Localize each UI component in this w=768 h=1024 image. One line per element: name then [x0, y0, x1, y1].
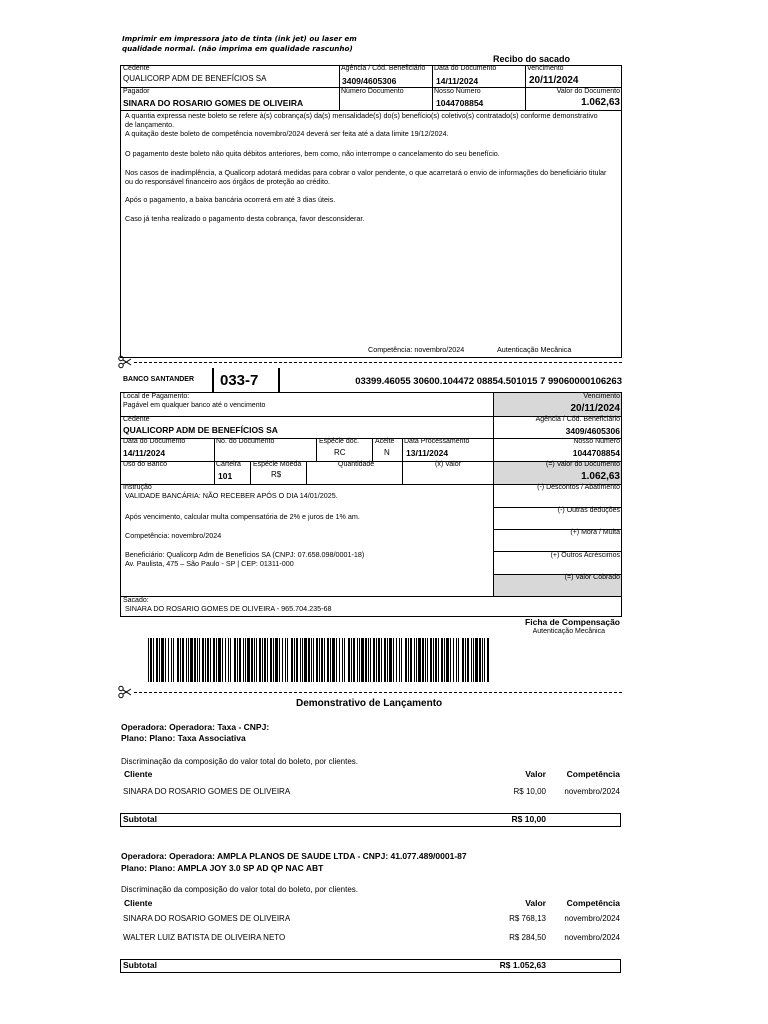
outros-acrescimos-label: (+) Outros Acréscimos [550, 552, 620, 559]
recibo-valor-doc-label: Valor do Documento [556, 88, 620, 95]
recibo-msg4a: Nos casos de inadimplência, a Qualicorp adotará medidas para cobrar o valor pendente, o que acarretará o envio de informações do beneficiário titular [125, 168, 607, 177]
banco-name: BANCO SANTANDER [123, 376, 195, 383]
ficha-vencimento-label: Vencimento [583, 393, 620, 400]
block1-col-cliente: Cliente [124, 769, 153, 779]
demonstrativo-title: Demonstrativo de Lançamento [296, 698, 443, 709]
recibo-cedente-label: Cedente [123, 65, 150, 72]
ficha-aceite-label: Aceite [375, 438, 395, 445]
ficha-uso-banco-label: Uso do Banco [123, 461, 167, 468]
sacado-value: SINARA DO ROSARIO GOMES DE OLIVEIRA - 965.704.235-68 [125, 604, 332, 613]
local-value: Pagável em qualquer banco até o vencimento [123, 402, 266, 409]
recibo-vencimento-label: Vencimento [527, 65, 564, 72]
table-row-cliente: WALTER LUIZ BATISTA DE OLIVEIRA NETO [123, 933, 286, 942]
recibo-msg3: O pagamento deste boleto não quita débitos anteriores, bem como, não interrompe o cancelamento do seu benefício. [125, 149, 500, 158]
recibo-vencimento-value: 20/11/2024 [529, 75, 579, 86]
ficha-aceite-value: N [384, 448, 390, 457]
recibo-msg6: Caso já tenha realizado o pagamento desta cobrança, favor desconsiderar. [125, 214, 365, 223]
block2-discriminacao: Discriminação da composição do valor total do boleto, por clientes. [121, 885, 359, 894]
cut-line [134, 692, 622, 693]
ficha-data-proc-value: 13/11/2024 [406, 448, 449, 458]
recibo-msg1b: de lançamento. [125, 120, 175, 129]
ficha-carteira-value: 101 [218, 471, 233, 481]
ficha-especie-moeda-label: Espécie Moeda [253, 461, 302, 468]
instrucao-line2: Após vencimento, calcular multa compensatória de 2% e juros de 1% am. [125, 512, 360, 521]
recibo-pagador-value: SINARA DO ROSARIO GOMES DE OLIVEIRA [123, 98, 304, 108]
local-label: Local de Pagamento: [123, 393, 190, 400]
block2-subtotal-label: Subtotal [123, 960, 157, 970]
table-row-competencia: novembro/2024 [564, 933, 620, 942]
ficha-agencia-label: Agência / Cód. Beneficiário [535, 416, 620, 423]
ficha-data-proc-label: Data Processamento [404, 438, 470, 445]
recibo-msg4b: ou do responsável financeiro aos órgãos de proteção ao crédito. [125, 177, 330, 186]
barcode [148, 638, 490, 682]
ficha-valor-doc-label: (=) Valor do Documento [546, 461, 620, 468]
ficha-nosso-numero-label: Nosso Número [573, 438, 620, 445]
block2-col-valor: Valor [525, 898, 546, 908]
ficha-quantidade-label: Quantidade [338, 461, 375, 468]
recibo-autenticacao: Autenticação Mecânica [497, 345, 572, 354]
table-row-cliente: SINARA DO ROSARIO GOMES DE OLIVEIRA [123, 787, 291, 796]
block2-plano: Plano: Plano: AMPLA JOY 3.0 SP AD QP NAC ABT [121, 863, 324, 873]
ficha-cedente-value: QUALICORP ADM DE BENEFÍCIOS SA [123, 425, 278, 435]
mora-label: (+) Mora / Multa [570, 529, 620, 536]
ficha-especie-doc-value: RC [334, 448, 346, 457]
block2-operadora: Operadora: Operadora: AMPLA PLANOS DE SAUDE LTDA - CNPJ: 41.077.489/0001-87 [121, 851, 467, 861]
sacado-label: Sacado: [123, 597, 149, 604]
table-row-valor: R$ 10,00 [513, 787, 546, 796]
ficha-compensacao-title: Ficha de Compensação [525, 617, 620, 627]
recibo-data-doc-label: Data do Documento [434, 65, 497, 72]
recibo-valor-doc-value: 1.062,63 [581, 97, 620, 108]
ficha-carteira-label: Carteira [216, 461, 241, 468]
instrucao-line5: Av. Paulista, 475 – São Paulo - SP | CEP: 01311-000 [125, 559, 294, 568]
outras-deducoes-label: (-) Outras deduções [557, 507, 620, 514]
block2-subtotal-value: R$ 1.052,63 [499, 960, 546, 970]
ficha-data-doc-value: 14/11/2024 [123, 448, 166, 458]
recibo-agencia-label: Agência / Cód. Beneficiário [341, 65, 426, 72]
instrucao-line3: Competência: novembro/2024 [125, 531, 222, 540]
instrucao-line4: Beneficiário: Qualicorp Adm de Benefícios SA (CNPJ: 07.658.098/0001-18) [125, 550, 365, 559]
instrucao-label: Instrução [123, 484, 152, 491]
recibo-nosso-numero-value: 1044708854 [436, 98, 484, 108]
block1-plano: Plano: Plano: Taxa Associativa [121, 733, 246, 743]
ficha-x-valor-label: (x) Valor [435, 461, 461, 468]
recibo-pagador-label: Pagador [123, 88, 150, 95]
recibo-box [120, 65, 622, 358]
block2-col-cliente: Cliente [124, 898, 153, 908]
ficha-especie-moeda-value: R$ [271, 470, 282, 479]
cut-line [134, 362, 622, 363]
banco-codigo: 033-7 [220, 372, 259, 389]
instrucao-line1: VALIDADE BANCÁRIA: NÃO RECEBER APÓS O DIA 14/01/2025. [125, 491, 338, 500]
table-row-valor: R$ 768,13 [509, 914, 546, 923]
block2-col-competencia: Competência [566, 898, 620, 908]
ficha-valor-doc-value: 1.062,63 [581, 471, 620, 482]
recibo-msg5: Após o pagamento, a baixa bancária ocorrerá em até 3 dias úteis. [125, 195, 336, 204]
block1-discriminacao: Discriminação da composição do valor total do boleto, por clientes. [121, 757, 359, 766]
recibo-cedente-value: QUALICORP ADM DE BENEFÍCIOS SA [123, 74, 267, 83]
block1-col-competencia: Competência [566, 769, 620, 779]
ficha-cedente-label: Cedente [123, 416, 150, 423]
block1-subtotal-label: Subtotal [123, 814, 157, 824]
recibo-msg2: A quitação deste boleto de competência novembro/2024 deverá ser feita até a data limite 19/12/2024. [125, 129, 449, 138]
descontos-label: (-) Descontos / Abatimento [537, 484, 620, 491]
recibo-title: Recibo do sacado [493, 54, 571, 64]
recibo-msg1a: A quantia expressa neste boleto se refere à(s) cobrança(s) da(s) mensalidade(s) do(s) benefício(s) coletivo(s) contratado(s) conforme demonstrativo [125, 111, 598, 120]
ficha-data-doc-label: Data do Documento [123, 438, 186, 445]
scissors-icon [118, 355, 132, 369]
recibo-competencia: Competência: novembro/2024 [368, 345, 465, 354]
recibo-data-doc-value: 14/11/2024 [436, 76, 479, 86]
table-row-cliente: SINARA DO ROSARIO GOMES DE OLIVEIRA [123, 914, 291, 923]
recibo-numero-doc-label: Número Documento [341, 88, 404, 95]
recibo-nosso-numero-label: Nosso Número [434, 88, 481, 95]
table-row-valor: R$ 284,50 [509, 933, 546, 942]
print-note-line2: qualidade normal. (não imprima em qualidade rascunho) [122, 44, 353, 53]
table-row-competencia: novembro/2024 [564, 914, 620, 923]
print-note-line1: Imprimir em impressora jato de tinta (ink jet) ou laser em [122, 34, 357, 43]
ficha-agencia-value: 3409/4605306 [565, 426, 620, 436]
block1-operadora: Operadora: Operadora: Taxa - CNPJ: [121, 722, 270, 732]
recibo-agencia-value: 3409/4605306 [342, 76, 397, 86]
ficha-especie-doc-label: Espécie doc. [319, 438, 360, 445]
table-row-competencia: novembro/2024 [564, 787, 620, 796]
linha-digitavel: 03399.46055 30600.104472 08854.501015 7 99060000106263 [355, 376, 622, 387]
ficha-nosso-numero-value: 1044708854 [572, 448, 620, 458]
ficha-no-doc-label: No. do Documento [216, 438, 275, 445]
ficha-autenticacao: Autenticação Mecânica [532, 628, 605, 635]
block1-col-valor: Valor [525, 769, 546, 779]
valor-cobrado-label: (=) Valor Cobrado [564, 574, 620, 581]
block1-subtotal-value: R$ 10,00 [511, 814, 546, 824]
scissors-icon [118, 685, 132, 699]
ficha-vencimento-value: 20/11/2024 [570, 403, 620, 414]
